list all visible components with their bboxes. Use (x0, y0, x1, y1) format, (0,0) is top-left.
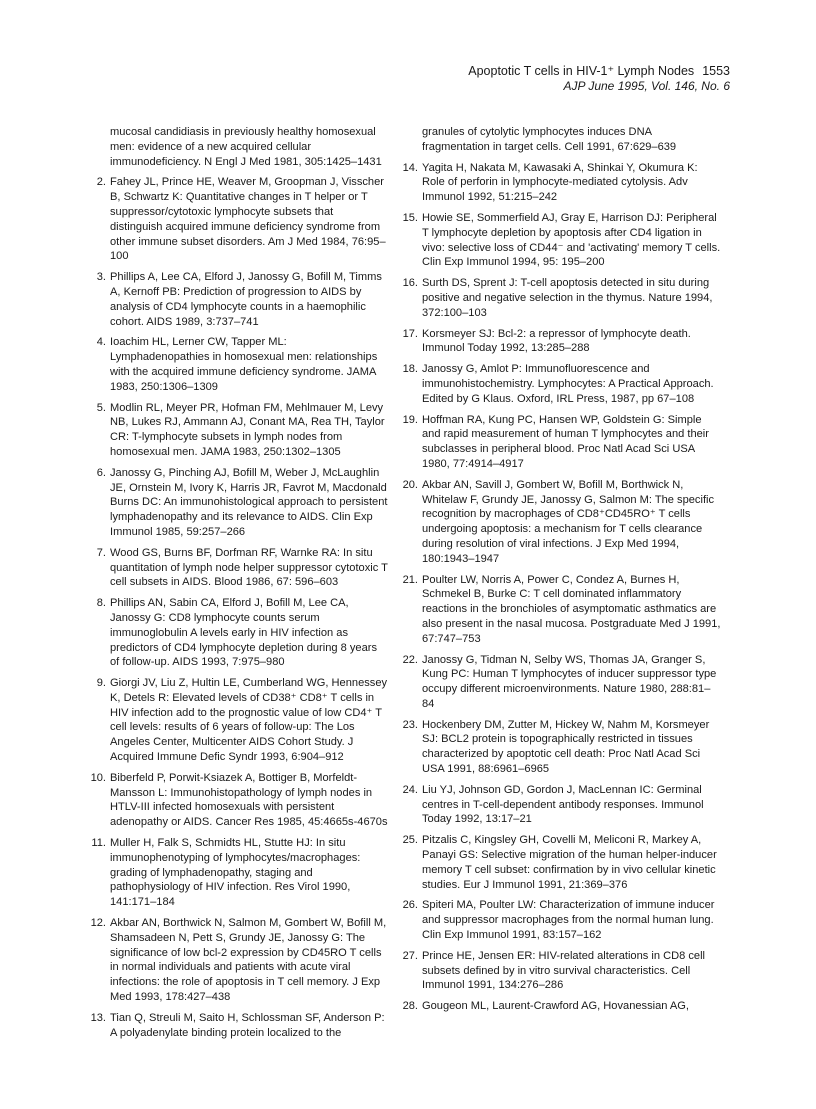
reference-number: 10. (90, 771, 106, 784)
journal-citation: AJP June 1995, Vol. 146, No. 6 (563, 79, 730, 93)
reference-number: 17. (402, 327, 418, 340)
reference-text: Gougeon ML, Laurent-Crawford AG, Hovanessian AG, (422, 1000, 690, 1013)
reference-item (88, 401, 388, 460)
reference-number: 4. (96, 336, 106, 349)
reference-number: 28. (402, 1000, 418, 1013)
reference-text: mucosal candidiasis in previously healthy homosexual men: evidence of a new acquired cellular immunodeficiency. N Engl J Med 1981, 305:1425–1431 (110, 126, 382, 168)
reference-item (400, 783, 722, 827)
reference-number: 13. (90, 1011, 106, 1024)
reference-text: Phillips A, Lee CA, Elford J, Janossy G, Bofill M, Timms A, Kernoff PB: Prediction of progression to AIDS by analysis of CD4 lymphocyte counts in a haemophilic cohort. AIDS 1989, 3:737–741 (110, 271, 382, 328)
reference-item (88, 596, 388, 670)
reference-number: 20. (402, 478, 418, 491)
reference-text: granules of cytolytic lymphocytes induces DNA fragmentation in target cells. Cell 1991, 67:629–639 (422, 126, 677, 153)
reference-item (400, 161, 722, 205)
reference-column-right (400, 125, 722, 1020)
reference-text: Biberfeld P, Porwit-Ksiazek A, Bottiger B, Morfeldt-Mansson L: Immunohistopathology of lymph nodes in HTLV-III infected homosexuals with persistent adenopathy or AIDS. Cancer Res 1985, 45:4665s-4670s (110, 771, 388, 829)
reference-text: Giorgi JV, Liu Z, Hultin LE, Cumberland WG, Hennessey K, Detels R: Elevated levels of CD38⁺ CD8⁺ T cells in HIV infection add to the prognostic value of low CD4⁺ T cell levels: results of 6 years of follow-up: The Los Angeles Center, Multicenter AIDS Cohort Study. J Acquired Immune Defic Syndr 1993, 6:904–912 (110, 677, 388, 764)
reference-number: 16. (402, 277, 418, 290)
reference-text: Liu YJ, Johnson GD, Gordon J, MacLennan IC: Germinal centres in T-cell-dependent antibody responses. Immunol Today 1992, 13:17–21 (422, 783, 704, 826)
reference-item (400, 276, 722, 320)
reference-item (88, 771, 388, 830)
page-number: 1553 (702, 64, 730, 78)
reference-text: Phillips AN, Sabin CA, Elford J, Bofill M, Lee CA, Janossy G: CD8 lymphocyte counts serum immunoglobulin A levels early in HIV infection as predictors of CD4 lymphocyte depletion during 8 years of follow-up. AIDS 1993, 7:975–980 (110, 597, 378, 669)
reference-number: 23. (402, 718, 418, 731)
reference-item (400, 573, 722, 647)
reference-text: Muller H, Falk S, Schmidts HL, Stutte HJ: In situ immunophenotyping of lymphocytes/macrophages: grading of lymphadenopathy, staging and pathophysiology of HIV infection. Res Virol 1990, 141:171–184 (110, 837, 361, 909)
reference-item (88, 175, 388, 264)
reference-number: 7. (96, 546, 106, 559)
reference-text: Fahey JL, Prince HE, Weaver M, Groopman J, Visscher B, Schwartz K: Quantitative changes in T helper or T suppressor/cytotoxic lymphocyte subsets that distinguish acquired immune deficiency syndrome from other immune subset disorders. Am J Med 1984, 76:95–100 (110, 176, 386, 263)
reference-number: 11. (91, 837, 106, 850)
reference-text: Prince HE, Jensen ER: HIV-related alterations in CD8 cell subsets defined by in vitro survival characteristics. Cell Immunol 1991, 134:276–286 (422, 949, 706, 992)
reference-number: 2. (96, 176, 106, 189)
reference-item (88, 125, 388, 169)
reference-text: Janossy G, Pinching AJ, Bofill M, Weber J, McLaughlin JE, Ornstein M, Ivory K, Harris JR, Favrot M, Macdonald Burns DC: An immunohistological approach to persistent lymphadenopathy and its relevance to AIDS. Clin Exp Immunol 1985, 59:257–266 (110, 466, 388, 538)
reference-number: 9. (96, 677, 106, 690)
header-title-line (468, 64, 730, 79)
reference-text: Janossy G, Amlot P: Immunofluorescence and immunohistochemistry. Lymphocytes: A Practical Approach. Edited by G Klaus. Oxford, IRL Press, 1987, pp 67–108 (422, 363, 714, 405)
running-header (468, 64, 730, 94)
reference-text: Howie SE, Sommerfield AJ, Gray E, Harrison DJ: Peripheral T lymphocyte depletion by apoptosis after CD4 ligation in vivo: selective loss of CD44⁻ and 'activating' memory T cells. Clin Exp Immunol 1994, 95: 195–200 (422, 211, 721, 269)
reference-number: 12. (90, 917, 106, 930)
reference-number: 14. (402, 161, 418, 174)
reference-text: Yagita H, Nakata M, Kawasaki A, Shinkai Y, Okumura K: Role of perforin in lymphocyte-mediated cytolysis. Adv Immunol 1992, 51:215–242 (422, 161, 698, 204)
reference-number: 27. (402, 949, 418, 962)
reference-text: Akbar AN, Savill J, Gombert W, Bofill M, Borthwick N, Whitelaw F, Grundy JE, Janossy G, Salmon M: The specific recognition by macrophages of CD8⁺CD45RO⁺ T cells undergoing apoptosis: a mechanism for T cells clearance during resolution of viral infections. J Exp Med 1994, 180:1943–1947 (422, 478, 715, 565)
reference-column-left (88, 125, 388, 1046)
reference-item (400, 362, 722, 406)
running-title: Apoptotic T cells in HIV-1⁺ Lymph Nodes (468, 64, 695, 78)
reference-number: 8. (96, 597, 106, 610)
reference-item (88, 1011, 388, 1041)
reference-item (88, 466, 388, 540)
reference-number: 18. (402, 363, 418, 376)
reference-text: Ioachim HL, Lerner CW, Tapper ML: Lymphadenopathies in homosexual men: relationships with the acquired immune deficiency syndrome. JAMA 1983, 250:1306–1309 (110, 336, 378, 393)
reference-text: Hoffman RA, Kung PC, Hansen WP, Goldstein G: Simple and rapid measurement of human T lymphocytes and their subclasses in peripheral blood. Proc Natl Acad Sci USA 1980, 77:4914–4917 (422, 413, 709, 470)
reference-item (400, 653, 722, 712)
reference-text: Spiteri MA, Poulter LW: Characterization of immune inducer and suppressor macrophages from the normal human lung. Clin Exp Immunol 1991, 83:157–162 (422, 899, 715, 942)
reference-text: Akbar AN, Borthwick N, Salmon M, Gombert W, Bofill M, Shamsadeen N, Pett S, Grundy JE, Janossy G: The significance of low bcl-2 expression by CD45RO T cells in normal individuals and patients with acute viral infections: the role of apoptosis in T cell memory. J Exp Med 1993, 178:427–438 (110, 917, 387, 1004)
reference-item (400, 327, 722, 357)
reference-item (88, 916, 388, 1005)
reference-number: 26. (402, 899, 418, 912)
reference-item (88, 335, 388, 394)
reference-number: 3. (96, 271, 106, 284)
reference-text: Poulter LW, Norris A, Power C, Condez A, Burnes H, Schmekel B, Burke C: T cell dominated inflammatory reactions in the bronchioles of asymptomatic asthmatics are also present in the nasal mucosa. Postgraduate Med J 1991, 67:747–753 (422, 573, 721, 645)
reference-number: 22. (402, 653, 418, 666)
reference-text: Surth DS, Sprent J: T-cell apoptosis detected in situ during positive and negative selection in the thymus. Nature 1994, 372:100–103 (422, 277, 713, 319)
reference-item (400, 211, 722, 270)
reference-text: Hockenbery DM, Zutter M, Hickey W, Nahm M, Korsmeyer SJ: BCL2 protein is topographically restricted in tissues characterized by apoptotic cell death: Proc Natl Acad Sci USA 1991, 88:6961–6965 (422, 718, 710, 776)
reference-item (400, 413, 722, 472)
reference-item (88, 676, 388, 765)
reference-number: 15. (402, 211, 418, 224)
reference-item (400, 478, 722, 567)
reference-item (88, 546, 388, 590)
reference-item (400, 718, 722, 777)
reference-text: Pitzalis C, Kingsley GH, Covelli M, Meliconi R, Markey A, Panayi GS: Selective migration of the human helper-inducer memory T cell subset: confirmation by in vivo cellular kinetic studies. Eur J Immunol 1991, 21:369–376 (422, 834, 717, 891)
reference-text: Korsmeyer SJ: Bcl-2: a repressor of lymphocyte death. Immunol Today 1992, 13:285–288 (422, 327, 691, 355)
reference-number: 25. (402, 834, 418, 847)
reference-item (400, 949, 722, 993)
reference-number: 24. (402, 783, 418, 796)
reference-item (400, 999, 722, 1014)
reference-number: 19. (402, 413, 418, 426)
reference-number: 6. (96, 466, 106, 479)
reference-item (88, 836, 388, 910)
reference-item (400, 898, 722, 942)
reference-text: Modlin RL, Meyer PR, Hofman FM, Mehlmauer M, Levy NB, Lukes RJ, Ammann AJ, Conant MA, Rea TH, Taylor CR: T-lymphocyte subsets in lymph nodes from homosexual men. JAMA 1983, 250:1302–1305 (110, 401, 385, 458)
reference-text: Tian Q, Streuli M, Saito H, Schlossman SF, Anderson P: A polyadenylate binding protein localized to the (110, 1011, 385, 1039)
reference-item (400, 125, 722, 155)
reference-item (400, 833, 722, 892)
reference-number: 21. (402, 573, 418, 586)
reference-text: Wood GS, Burns BF, Dorfman RF, Warnke RA: In situ quantitation of lymph node helper suppressor cytotoxic T cell subsets in AIDS. Blood 1986, 67: 596–603 (110, 546, 388, 589)
reference-item (88, 270, 388, 329)
reference-text: Janossy G, Tidman N, Selby WS, Thomas JA, Granger S, Kung PC: Human T lymphocytes of inducer suppressor type occupy different microenvironments. Nature 1980, 288:81–84 (422, 653, 717, 710)
reference-number: 5. (96, 401, 106, 414)
